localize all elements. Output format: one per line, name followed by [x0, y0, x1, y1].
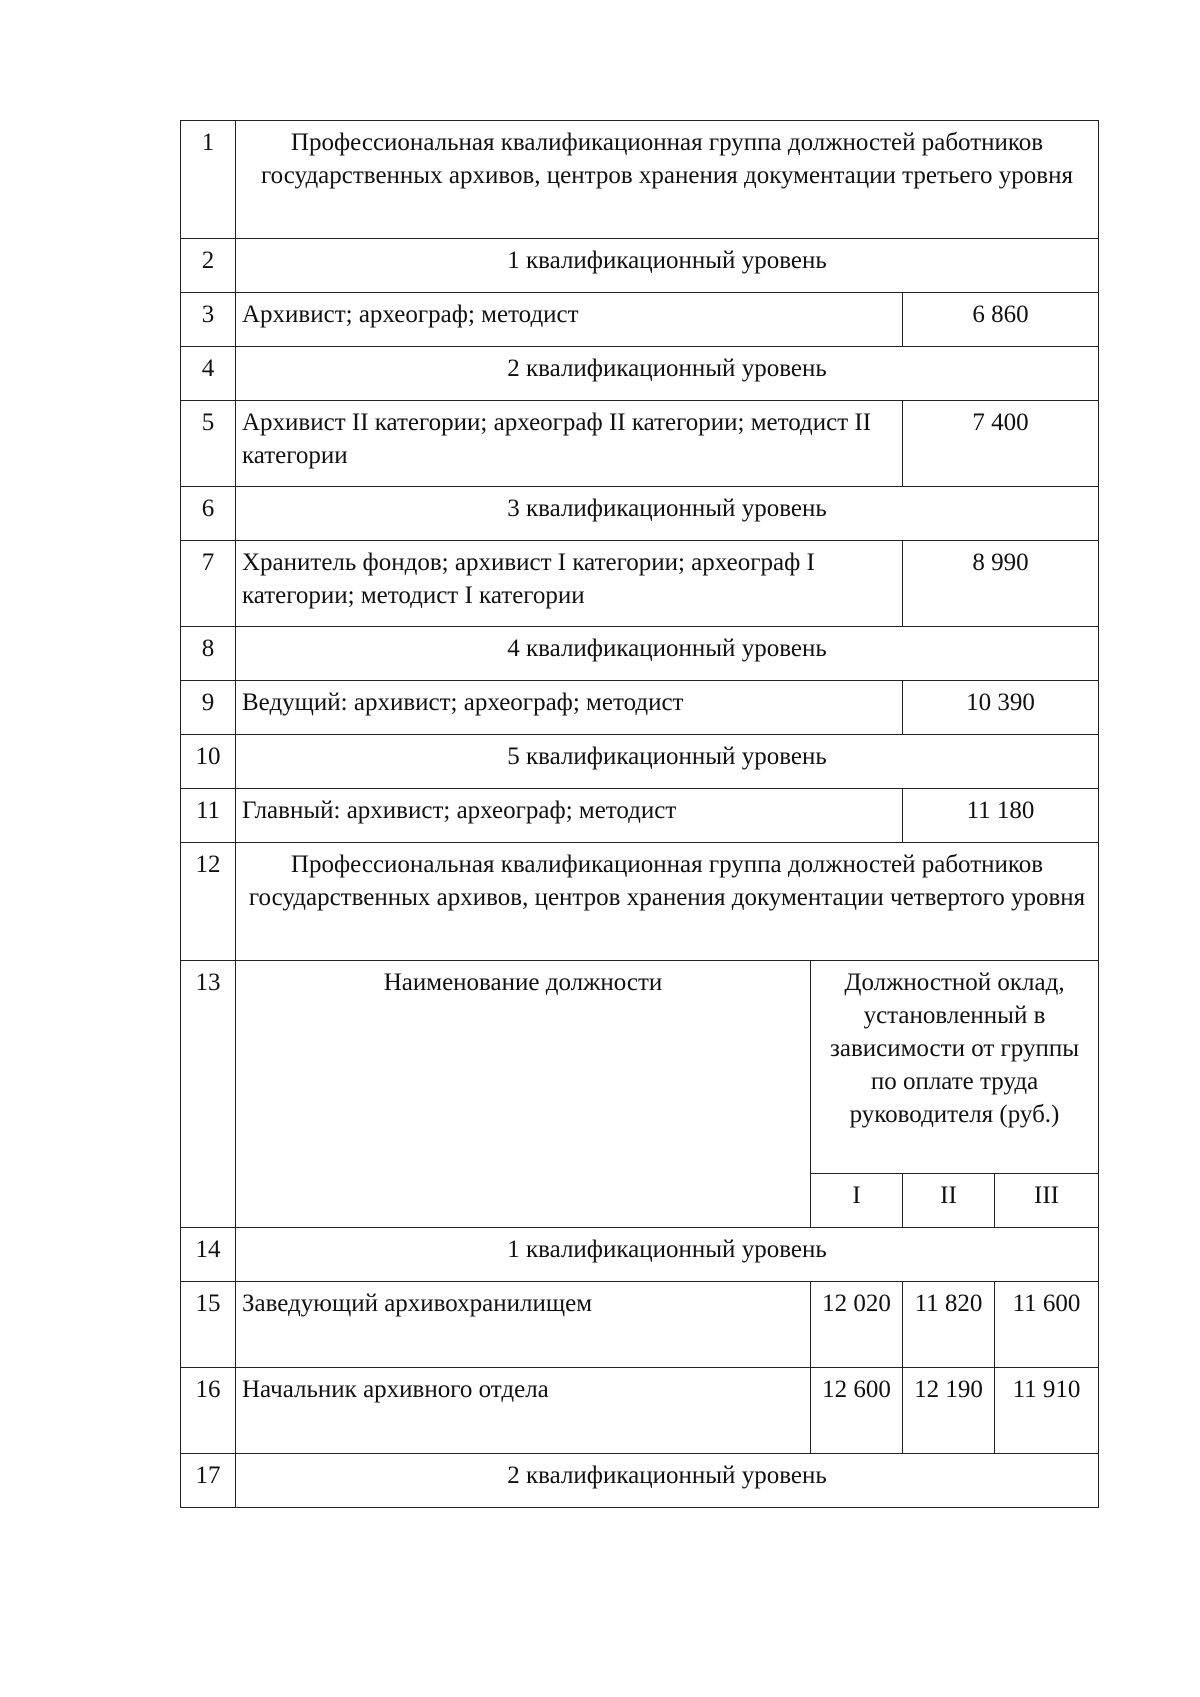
position-name-header: Наименование должности — [236, 961, 811, 1228]
salary-value: 11 180 — [903, 789, 1099, 843]
table-row — [181, 789, 1099, 843]
table-row — [181, 239, 1099, 293]
row-number: 1 — [181, 121, 236, 239]
level-title: 2 квалификационный уровень — [236, 347, 1099, 401]
row-number: 2 — [181, 239, 236, 293]
table-row — [181, 843, 1099, 961]
salary-value: 6 860 — [903, 293, 1099, 347]
salary-value: 8 990 — [903, 541, 1099, 627]
row-number: 14 — [181, 1228, 236, 1282]
table-row — [181, 1282, 1099, 1368]
table-row — [181, 735, 1099, 789]
position-name: Хранитель фондов; архивист I категории; археограф I категории; методист I категории — [236, 541, 903, 627]
position-name: Заведующий архивохранилищем — [236, 1282, 811, 1368]
row-number: 5 — [181, 401, 236, 487]
salary-value-group-3: 11 910 — [995, 1368, 1099, 1454]
row-number: 11 — [181, 789, 236, 843]
group-header-2: II — [903, 1174, 995, 1228]
level-title: 3 квалификационный уровень — [236, 487, 1099, 541]
table-row — [181, 121, 1099, 239]
row-number: 16 — [181, 1368, 236, 1454]
group-header-1: I — [811, 1174, 903, 1228]
salary-value: 7 400 — [903, 401, 1099, 487]
row-number: 4 — [181, 347, 236, 401]
table-row — [181, 627, 1099, 681]
table-row — [181, 347, 1099, 401]
row-number: 9 — [181, 681, 236, 735]
level-title: 1 квалификационный уровень — [236, 1228, 1099, 1282]
table-row — [181, 487, 1099, 541]
salary-table — [180, 120, 1099, 1508]
salary-value-group-2: 11 820 — [903, 1282, 995, 1368]
level-title: 2 квалификационный уровень — [236, 1454, 1099, 1508]
row-number: 6 — [181, 487, 236, 541]
salary-value-group-3: 11 600 — [995, 1282, 1099, 1368]
row-number: 13 — [181, 961, 236, 1228]
table-row — [181, 681, 1099, 735]
table-row — [181, 1368, 1099, 1454]
table-row — [181, 1454, 1099, 1508]
salary-header: Должностной оклад, установленный в зависимости от группы по оплате труда руководителя (руб.) — [811, 961, 1099, 1174]
level-title: 1 квалификационный уровень — [236, 239, 1099, 293]
position-name: Начальник архивного отдела — [236, 1368, 811, 1454]
position-name: Главный: архивист; археограф; методист — [236, 789, 903, 843]
table-row — [181, 1228, 1099, 1282]
row-number: 3 — [181, 293, 236, 347]
row-number: 10 — [181, 735, 236, 789]
salary-value-group-1: 12 600 — [811, 1368, 903, 1454]
table-row — [181, 541, 1099, 627]
table-row — [181, 961, 1099, 1174]
position-name: Архивист; археограф; методист — [236, 293, 903, 347]
table-row — [181, 293, 1099, 347]
row-number: 12 — [181, 843, 236, 961]
position-name: Архивист II категории; археограф II категории; методист II категории — [236, 401, 903, 487]
position-name: Ведущий: архивист; археограф; методист — [236, 681, 903, 735]
salary-value: 10 390 — [903, 681, 1099, 735]
group-header-3: III — [995, 1174, 1099, 1228]
group-title: Профессиональная квалификационная группа должностей работников государственных архивов, центров хранения документации третьего уровня — [236, 121, 1099, 239]
row-number: 17 — [181, 1454, 236, 1508]
row-number: 7 — [181, 541, 236, 627]
salary-value-group-2: 12 190 — [903, 1368, 995, 1454]
row-number: 8 — [181, 627, 236, 681]
level-title: 5 квалификационный уровень — [236, 735, 1099, 789]
group-title: Профессиональная квалификационная группа должностей работников государственных архивов, центров хранения документации четвертого уровня — [236, 843, 1099, 961]
table-row — [181, 401, 1099, 487]
row-number: 15 — [181, 1282, 236, 1368]
level-title: 4 квалификационный уровень — [236, 627, 1099, 681]
salary-value-group-1: 12 020 — [811, 1282, 903, 1368]
